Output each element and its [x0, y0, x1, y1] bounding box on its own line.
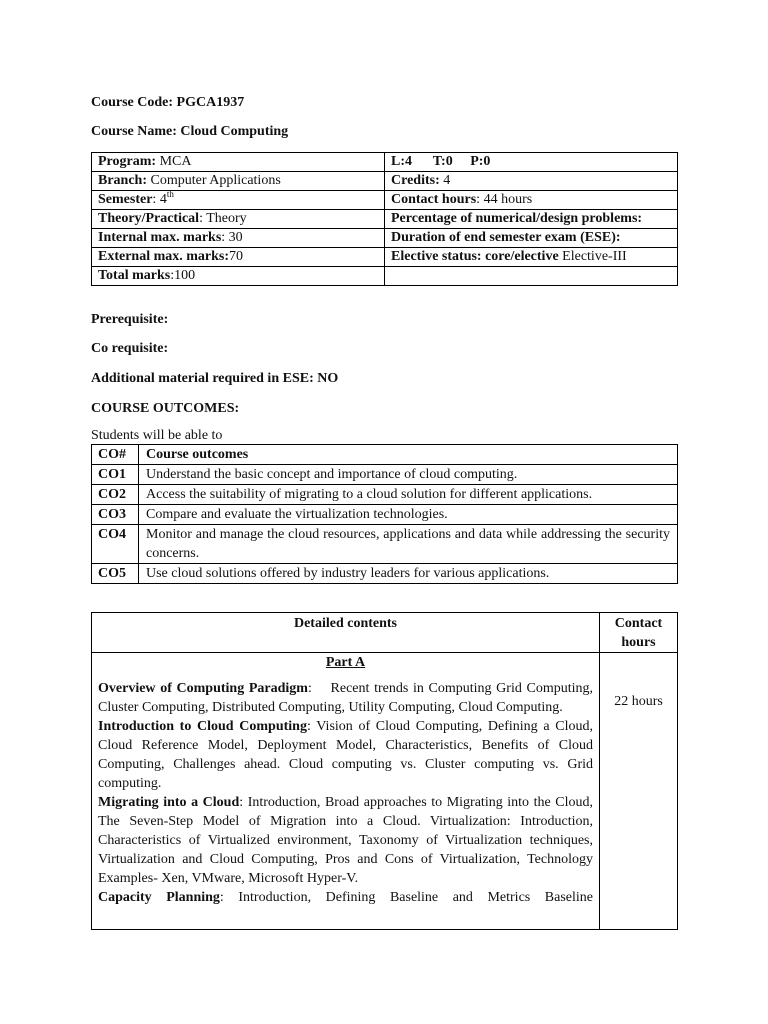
additional-material-line [91, 369, 338, 388]
theory-practical-value: Theory [206, 211, 247, 226]
branch-value: Computer Applications [150, 173, 281, 188]
course-outcomes-table [91, 444, 678, 584]
elective-cell [385, 248, 678, 267]
duration-cell [385, 229, 678, 248]
prerequisite-line [91, 310, 168, 329]
course-code-line [91, 93, 244, 112]
corequisite-text: Co requisite: [91, 341, 169, 356]
internal-marks-cell: Internal max. marks: 30 [92, 229, 385, 248]
co-header-text: Course outcomes [139, 445, 678, 465]
detailed-contents-table [91, 612, 678, 930]
internal-marks-label: Internal max. marks [98, 230, 222, 245]
course-name-value: Cloud Computing [180, 124, 289, 139]
duration-label: Duration of end semester exam (ESE): [391, 230, 621, 245]
topic-text: Vision of Cloud Computing, Defining a Cloud, Cloud Reference Model, Deployment Model, Characteristics, Benefits of Cloud Computing, Challenges ahead. Cloud computing vs. Cluster computing vs. Grid computing. [98, 719, 593, 791]
course-outcomes-title [91, 399, 239, 418]
total-marks-value: :100 [170, 268, 196, 283]
co-code: CO1 [92, 465, 139, 485]
program-cell [92, 153, 385, 172]
table-row [92, 191, 678, 210]
table-row [92, 445, 678, 465]
table-row [92, 525, 678, 564]
table-row [92, 172, 678, 191]
credits-label: Credits: [391, 173, 440, 188]
program-value: MCA [159, 154, 192, 169]
theory-practical-label: Theory/Practical [98, 211, 200, 226]
external-marks-cell [92, 248, 385, 267]
ltp-cell [385, 153, 678, 172]
table-row [92, 564, 678, 584]
prerequisite-text: Prerequisite: [91, 312, 169, 327]
semester-sup: th [166, 189, 174, 199]
co-text: Use cloud solutions offered by industry leaders for various applications. [139, 564, 678, 584]
semester-cell: Semester: 4th [92, 191, 385, 210]
topic-paragraph: Overview of Computing Paradigm: Recent trends in Computing Grid Computing, Cluster Computing, Distributed Computing, Utility Computing, Cloud Computing. [98, 681, 593, 715]
table-row [92, 465, 678, 485]
additional-material-text: Additional material required in ESE: NO [91, 371, 339, 386]
table-row [92, 248, 678, 267]
topic-title: Migrating into a Cloud [98, 795, 240, 810]
contact-hours-cell: Contact hours: 44 hours [385, 191, 678, 210]
elective-value: Elective-III [562, 249, 627, 264]
semester-value: 4 [159, 192, 167, 207]
topic-paragraph: Capacity Planning: Introduction, Defining Baseline and Metrics Baseline [98, 890, 593, 905]
percentage-cell [385, 210, 678, 229]
table-row [92, 653, 678, 930]
co-text: Compare and evaluate the virtualization technologies. [139, 505, 678, 525]
table-row [92, 229, 678, 248]
corequisite-line [91, 339, 168, 358]
co-text: Access the suitability of migrating to a cloud solution for different applications. [139, 485, 678, 505]
co-text: Monitor and manage the cloud resources, applications and data while addressing the security concerns. [139, 525, 678, 564]
credits-cell [385, 172, 678, 191]
table-row [92, 153, 678, 172]
co-text: Understand the basic concept and importance of cloud computing. [139, 465, 678, 485]
credits-value: 4 [443, 173, 451, 188]
topic-text: Introduction, Defining Baseline and Metrics Baseline [238, 890, 593, 905]
co-code: CO4 [92, 525, 139, 564]
course-code-value: PGCA1937 [176, 95, 245, 110]
program-label: Program: [98, 154, 157, 169]
contact-hours-value: 44 hours [483, 192, 533, 207]
branch-cell [92, 172, 385, 191]
percentage-label: Percentage of numerical/design problems: [391, 211, 643, 226]
table-row [92, 505, 678, 525]
theory-practical-cell: Theory/Practical: Theory [92, 210, 385, 229]
part-a-hours: 22 hours [600, 653, 678, 930]
part-a-title: Part A [325, 655, 366, 670]
part-a-content [92, 653, 600, 930]
external-marks-label: External max. marks: [98, 249, 230, 264]
topic-text: Introduction, Broad approaches to Migrating into the Cloud, The Seven-Step Model of Migration into a Cloud. Virtualization: Introduction, Characteristics of Virtualized environment, Taxonomy of Virtualization techniques, Virtualization and Cloud Computing, Pros and Cons of Virtualization, Technology Examples- Xen, VMware, Microsoft Hyper-V. [98, 795, 593, 886]
course-outcomes-title-text: COURSE OUTCOMES: [91, 401, 240, 416]
course-code-label: Course Code: [91, 95, 174, 110]
students-line [91, 426, 222, 445]
total-marks-cell [92, 267, 385, 286]
topic-title: Capacity Planning [98, 890, 220, 905]
topic-text: Recent trends in Computing Grid Computing, Cluster Computing, Distributed Computing, Utility Computing, Cloud Computing. [98, 681, 593, 715]
course-name-line [91, 122, 288, 141]
contact-hours-header: Contact hours [600, 613, 678, 653]
co-code: CO2 [92, 485, 139, 505]
table-row [92, 267, 678, 286]
elective-label: Elective status: core/elective [391, 249, 559, 264]
contact-hours-label: Contact hours [391, 192, 477, 207]
topic-paragraph: Migrating into a Cloud: Introduction, Broad approaches to Migrating into the Cloud, The Seven-Step Model of Migration into a Cloud. Virtualization: Introduction, Characteristics of Virtualized environment, Taxonomy of Virtualization techniques, Virtualization and Cloud Computing, Pros and Cons of Virtualization, Technology Examples- Xen, VMware, Microsoft Hyper-V. [98, 795, 593, 886]
course-info-table [91, 152, 678, 286]
topic-paragraph: Introduction to Cloud Computing: Vision of Cloud Computing, Defining a Cloud, Cloud Reference Model, Deployment Model, Characteristics, Benefits of Cloud Computing, Challenges ahead. Cloud computing vs. Cluster computing vs. Grid computing. [98, 719, 593, 791]
table-row [92, 210, 678, 229]
branch-label: Branch: [98, 173, 147, 188]
ltp-value: L:4 T:0 P:0 [391, 154, 491, 169]
topic-title: Overview of Computing Paradigm [98, 681, 308, 696]
co-header-code: CO# [92, 445, 139, 465]
total-marks-label: Total marks [98, 268, 171, 283]
table-row [92, 485, 678, 505]
students-line-text: Students will be able to [91, 428, 223, 443]
detailed-contents-header: Detailed contents [92, 613, 600, 653]
co-code: CO5 [92, 564, 139, 584]
topic-title: Introduction to Cloud Computing [98, 719, 307, 734]
co-code: CO3 [92, 505, 139, 525]
internal-marks-value: 30 [228, 230, 243, 245]
semester-label: Semester [98, 192, 153, 207]
empty-cell [385, 267, 678, 286]
course-name-label: Course Name: [91, 124, 177, 139]
external-marks-value: 70 [229, 249, 244, 264]
table-row [92, 613, 678, 653]
